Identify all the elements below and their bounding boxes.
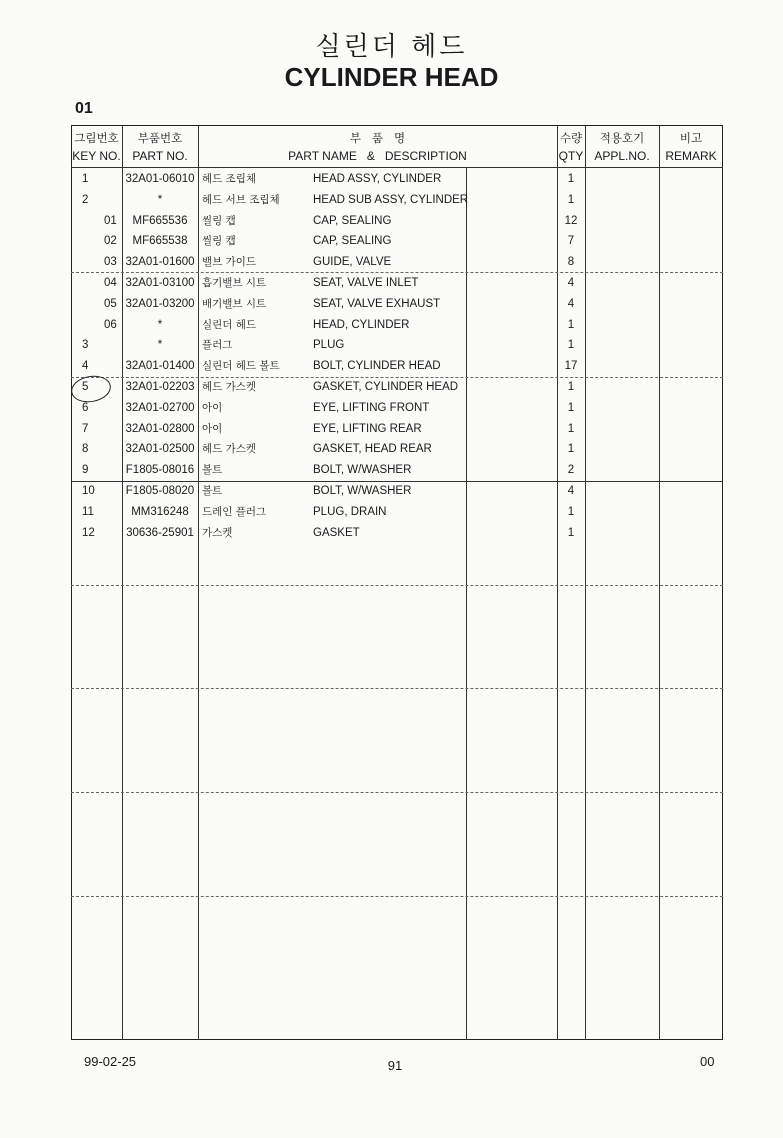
page-number: 91	[387, 1058, 403, 1073]
key-number: 12	[82, 527, 95, 539]
part-description: CAP, SEALING	[313, 235, 392, 247]
part-description: GASKET, CYLINDER HEAD	[313, 381, 459, 393]
part-name-korean: 드레인 플러그	[202, 506, 267, 518]
quantity: 1	[567, 339, 575, 351]
part-description: HEAD ASSY, CYLINDER	[313, 173, 442, 185]
part-description: CAP, SEALING	[313, 215, 392, 227]
row-group-divider	[71, 481, 723, 482]
sub-key-number: 03	[104, 256, 117, 268]
part-name-korean: 가스켓	[202, 527, 233, 539]
part-description: PLUG	[313, 339, 345, 351]
quantity: 1	[567, 381, 575, 393]
quantity: 1	[567, 402, 575, 414]
row-group-divider	[71, 377, 723, 378]
header-appl-ko: 적용호기	[599, 131, 645, 145]
header-description: PART NAME & DESCRIPTION	[288, 149, 467, 163]
key-number: 5	[82, 381, 89, 393]
sub-key-number: 06	[104, 319, 117, 331]
key-number: 3	[82, 339, 89, 351]
part-name-korean: 플러그	[202, 339, 233, 351]
header-remark-ko: 비고	[679, 131, 703, 145]
header-part-ko: 부품번호	[137, 131, 183, 145]
part-description: SEAT, VALVE INLET	[313, 277, 419, 289]
header-key-ko: 그림번호	[74, 131, 119, 145]
page-title: CYLINDER HEAD	[284, 62, 499, 92]
quantity: 1	[567, 443, 575, 455]
header-part: PART NO.	[132, 149, 188, 163]
part-number: *	[157, 339, 163, 351]
sub-key-number: 04	[104, 277, 117, 289]
sub-key-number: 02	[104, 235, 117, 247]
part-name-korean: 볼트	[202, 464, 223, 476]
part-description: HEAD, CYLINDER	[313, 319, 410, 331]
key-number: 10	[82, 485, 95, 497]
row-group-divider	[71, 688, 723, 689]
part-description: BOLT, W/WASHER	[313, 485, 412, 497]
part-name-korean: 흡기밸브 시트	[202, 277, 267, 289]
part-number: 32A01-02203	[125, 381, 195, 393]
part-name-korean: 씰링 캡	[202, 235, 236, 247]
key-number: 8	[82, 443, 89, 455]
quantity: 1	[567, 527, 575, 539]
part-description: BOLT, W/WASHER	[313, 464, 412, 476]
part-name-korean: 헤드 가스켓	[202, 381, 257, 393]
part-name-korean: 헤드 조립체	[202, 173, 257, 185]
header-appl: APPL.NO.	[594, 149, 650, 163]
key-number: 1	[82, 173, 89, 185]
part-number: MF665536	[132, 215, 188, 227]
part-number: 32A01-03200	[125, 298, 195, 310]
part-number: F1805-08020	[125, 485, 195, 497]
part-description: EYE, LIFTING FRONT	[313, 402, 430, 414]
part-description: GASKET, HEAD REAR	[313, 443, 432, 455]
quantity: 7	[567, 235, 575, 247]
part-description: HEAD SUB ASSY, CYLINDER	[313, 194, 469, 206]
key-number: 11	[82, 506, 94, 518]
part-description: SEAT, VALVE EXHAUST	[313, 298, 441, 310]
quantity: 12	[564, 215, 578, 227]
part-number: MM316248	[131, 506, 189, 518]
quantity: 8	[567, 256, 575, 268]
row-group-divider	[71, 272, 723, 273]
part-description: GUIDE, VALVE	[313, 256, 392, 268]
quantity: 1	[567, 319, 575, 331]
quantity: 1	[567, 506, 575, 518]
header-qty-ko: 수량	[559, 131, 583, 145]
part-number: *	[157, 194, 163, 206]
sub-key-number: 05	[104, 298, 117, 310]
quantity: 2	[567, 464, 575, 476]
quantity: 1	[567, 173, 575, 185]
part-name-korean: 아이	[202, 423, 223, 435]
part-name-korean: 실린더 헤드 볼트	[202, 360, 280, 372]
part-number: 30636-25901	[126, 527, 194, 539]
part-name-korean: 배기밸브 시트	[202, 298, 267, 310]
quantity: 1	[567, 194, 575, 206]
part-name-korean: 헤드 가스켓	[202, 443, 257, 455]
footer-date: 99-02-25	[84, 1054, 137, 1069]
part-description: GASKET	[313, 527, 360, 539]
header-remark: REMARK	[665, 149, 717, 163]
revision-number: 00	[700, 1054, 715, 1069]
key-number: 7	[82, 423, 89, 435]
part-name-korean: 볼트	[202, 485, 223, 497]
part-number: 32A01-06010	[125, 173, 195, 185]
row-group-divider	[71, 896, 723, 897]
quantity: 4	[567, 298, 575, 310]
part-number: 32A01-01400	[125, 360, 195, 372]
header-name-ko: 부 품 명	[349, 131, 406, 145]
page-title-korean: 실린더 헤드	[315, 32, 468, 62]
quantity: 4	[567, 485, 575, 497]
column-divider	[466, 168, 467, 1040]
column-divider	[585, 125, 586, 1040]
key-number: 4	[82, 360, 89, 372]
part-number: 32A01-02700	[125, 402, 195, 414]
part-name-korean: 아이	[202, 402, 223, 414]
column-divider	[659, 125, 660, 1040]
part-number: 32A01-02800	[125, 423, 195, 435]
quantity: 1	[567, 423, 575, 435]
quantity: 17	[564, 360, 578, 372]
part-description: PLUG, DRAIN	[313, 506, 387, 518]
key-number: 6	[82, 402, 89, 414]
part-number: 32A01-02500	[125, 443, 195, 455]
row-group-divider	[71, 792, 723, 793]
key-number: 2	[82, 194, 89, 206]
section-number: 01	[75, 100, 93, 117]
part-number: MF665538	[132, 235, 188, 247]
sub-key-number: 01	[104, 215, 117, 227]
quantity: 4	[567, 277, 575, 289]
part-number: 32A01-01600	[125, 256, 195, 268]
part-name-korean: 밸브 가이드	[202, 256, 257, 268]
part-name-korean: 헤드 서브 조립체	[202, 194, 280, 206]
header-divider	[71, 167, 723, 168]
part-description: EYE, LIFTING REAR	[313, 423, 422, 435]
part-name-korean: 씰링 캡	[202, 215, 236, 227]
part-description: BOLT, CYLINDER HEAD	[313, 360, 441, 372]
column-divider	[198, 125, 199, 1040]
part-number: F1805-08016	[125, 464, 195, 476]
part-name-korean: 실린더 헤드	[202, 319, 257, 331]
part-number: 32A01-03100	[125, 277, 195, 289]
row-group-divider	[71, 585, 723, 586]
header-key: KEY NO.	[72, 149, 121, 163]
part-number: *	[157, 319, 163, 331]
key-number: 9	[82, 464, 89, 476]
header-qty: QTY	[558, 149, 584, 163]
